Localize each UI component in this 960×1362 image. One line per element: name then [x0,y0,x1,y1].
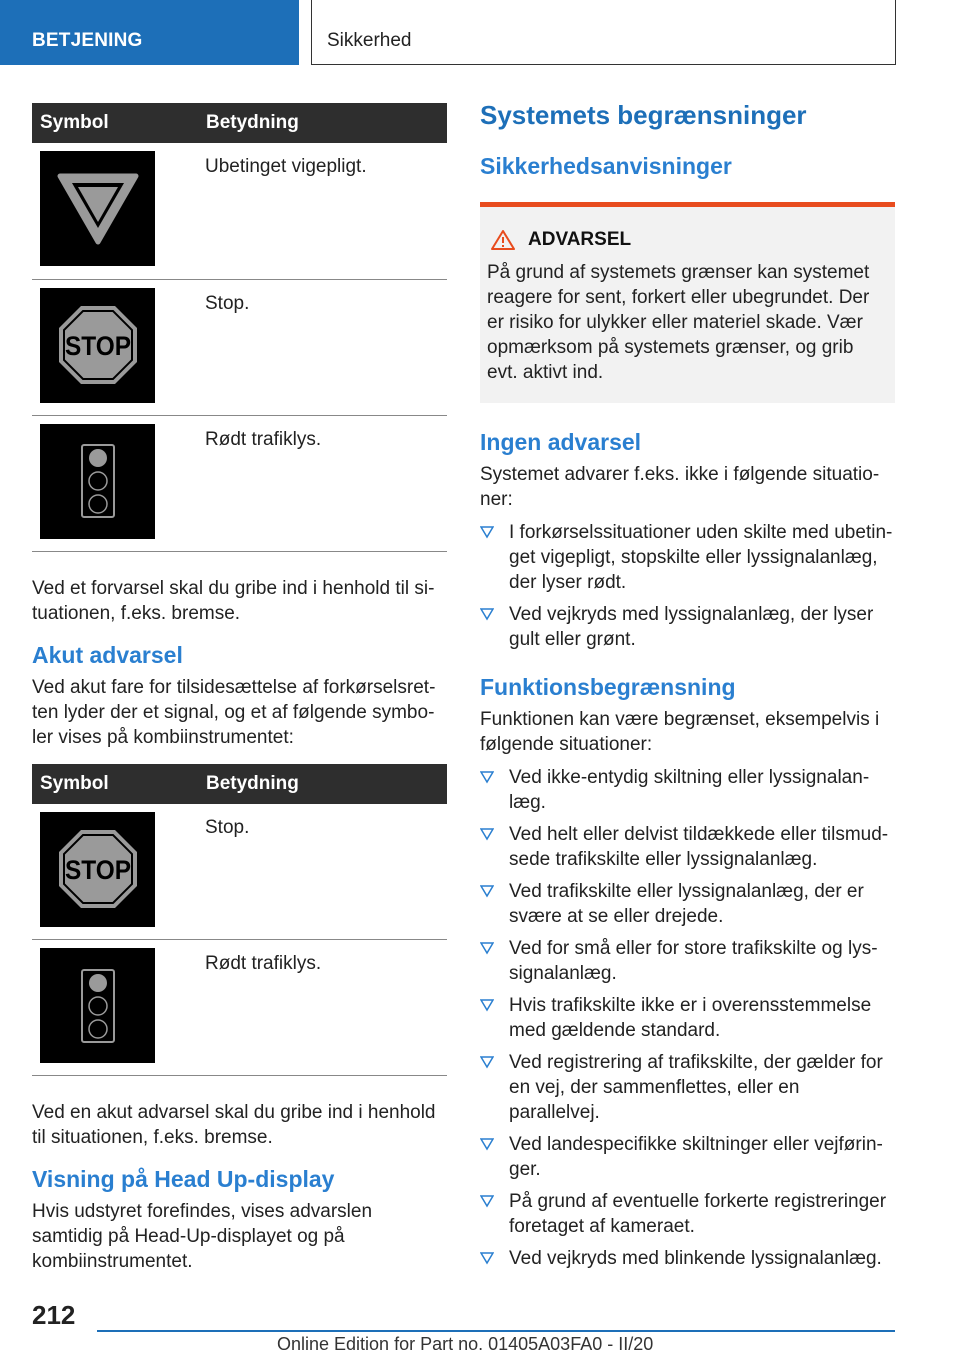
list-item: Ved ikke-entydig skiltning eller lyssignalanlæg. [480,765,895,815]
list-item: Hvis trafikskilte ikke er i overensstemmelse med gældende standard. [480,993,895,1043]
table-header-meaning: Betydning [198,103,447,143]
triangle-bullet-icon [480,607,494,621]
list-item: Ved vejkryds med lyssignalanlæg, der lyser gult eller grønt. [480,602,895,652]
table-row [32,279,447,415]
red-traffic-light-icon [40,424,155,539]
triangle-bullet-icon [480,827,494,841]
meaning-text: Stop. [198,804,447,940]
meaning-text: Rødt trafiklys. [198,940,447,1076]
left-column [32,103,447,1274]
triangle-bullet-icon [480,941,494,955]
triangle-bullet-icon [480,1055,494,1069]
warning-label: ADVARSEL [528,229,632,250]
list-item: I forkørselssituationer uden skilte med ubetinget vigepligt, stopskilte eller lyssignalanlæg, der lyser rødt. [480,520,895,595]
no-warning-heading: Ingen advarsel [480,429,642,455]
warning-text: På grund af systemets grænser kan systemet reagere for sent, forkert eller ubegrundet. Der er risiko for ulykker eller materiel skade. Vær opmærksom på systemets grænser, og grib evt. aktivt ind. [487,262,870,383]
list-item: På grund af eventuelle forkerte registreringer foretaget af kameraet. [480,1189,895,1239]
table-row [32,804,447,940]
triangle-bullet-icon [480,525,494,539]
triangle-bullet-icon [480,884,494,898]
limitation-text: Funktionen kan være begrænset, eksempelvis i følgende situationer: [480,709,880,755]
list-item: Ved helt eller delvist tildækkede eller tilsmudsede trafikskilte eller lyssignalanlæg. [480,822,895,872]
triangle-bullet-icon [480,1137,494,1151]
table-header-symbol: Symbol [32,764,198,804]
hud-heading: Visning på Head Up-display [32,1166,335,1192]
list-item: Ved registrering af trafikskilte, der gælder for en vej, der sammenflettes, eller en parallelvej. [480,1050,895,1125]
forewarning-paragraph: Ved et forvarsel skal du gribe ind i henhold til situationen, f.eks. bremse. [32,577,435,624]
meaning-text: Rødt trafiklys. [198,415,447,551]
no-warning-text: Systemet advarer f.eks. ikke i følgende situationer: [480,464,880,510]
triangle-bullet-icon [480,770,494,784]
warning-box [480,202,895,403]
list-item: Ved for små eller for store trafikskilte og lyssignalanlæg. [480,936,895,986]
warning-triangle-icon [490,229,516,251]
hud-text: Hvis udstyret forefindes, vises advarslen samtidig på Head-Up-displayet og på kombiinstrumentet. [32,1201,373,1272]
table-row [32,940,447,1076]
stop-sign-icon [40,288,155,403]
table-header-meaning: Betydning [198,764,447,804]
red-traffic-light-icon [40,948,155,1063]
chapter-tab [311,0,896,65]
safety-heading: Sikkerhedsanvisninger [480,153,732,179]
stop-sign-icon [40,812,155,927]
svg-text:STOP: STOP [64,331,131,361]
svg-text:STOP: STOP [64,855,131,885]
list-item: Ved landespecifikke skiltninger eller vejføringer. [480,1132,895,1182]
footer-divider [97,1330,895,1332]
list-item: Ved vejkryds med blinkende lyssignalanlæg. [480,1246,895,1271]
right-column [480,100,895,1278]
triangle-bullet-icon [480,1194,494,1208]
table-row [32,415,447,551]
limitation-list [480,765,895,1271]
triangle-bullet-icon [480,998,494,1012]
acute-warning-text: Ved akut fare for tilsidesættelse af forkørselsretten lyder der et signal, og et af følgende symboler vises på kombiinstrumentet: [32,676,436,748]
limitation-heading: Funktionsbegrænsning [480,674,736,700]
page-number: 212 [32,1300,76,1330]
table-header-symbol: Symbol [32,103,198,143]
acute-action-paragraph: Ved en akut advarsel skal du gribe ind i henhold til situationen, f.eks. bremse. [32,1102,436,1148]
yield-sign-icon [40,151,155,266]
symbol-table-acute [32,764,447,1077]
section-title: Systemets begrænsninger [480,100,807,130]
no-warning-list [480,520,895,652]
list-item: Ved trafikskilte eller lyssignalanlæg, der er svære at se eller drejede. [480,879,895,929]
meaning-text: Stop. [198,279,447,415]
meaning-text: Ubetinget vigepligt. [198,143,447,279]
section-tab [0,0,299,65]
table-row [32,143,447,279]
edition-footer: Online Edition for Part no. 01405A03FA0 - II/20 [277,1334,654,1354]
triangle-bullet-icon [480,1251,494,1265]
acute-warning-heading: Akut advarsel [32,641,183,668]
symbol-table-forewarning [32,103,447,552]
chapter-label: Sikkerhed [327,30,412,51]
section-label: BETJENING [32,30,143,51]
